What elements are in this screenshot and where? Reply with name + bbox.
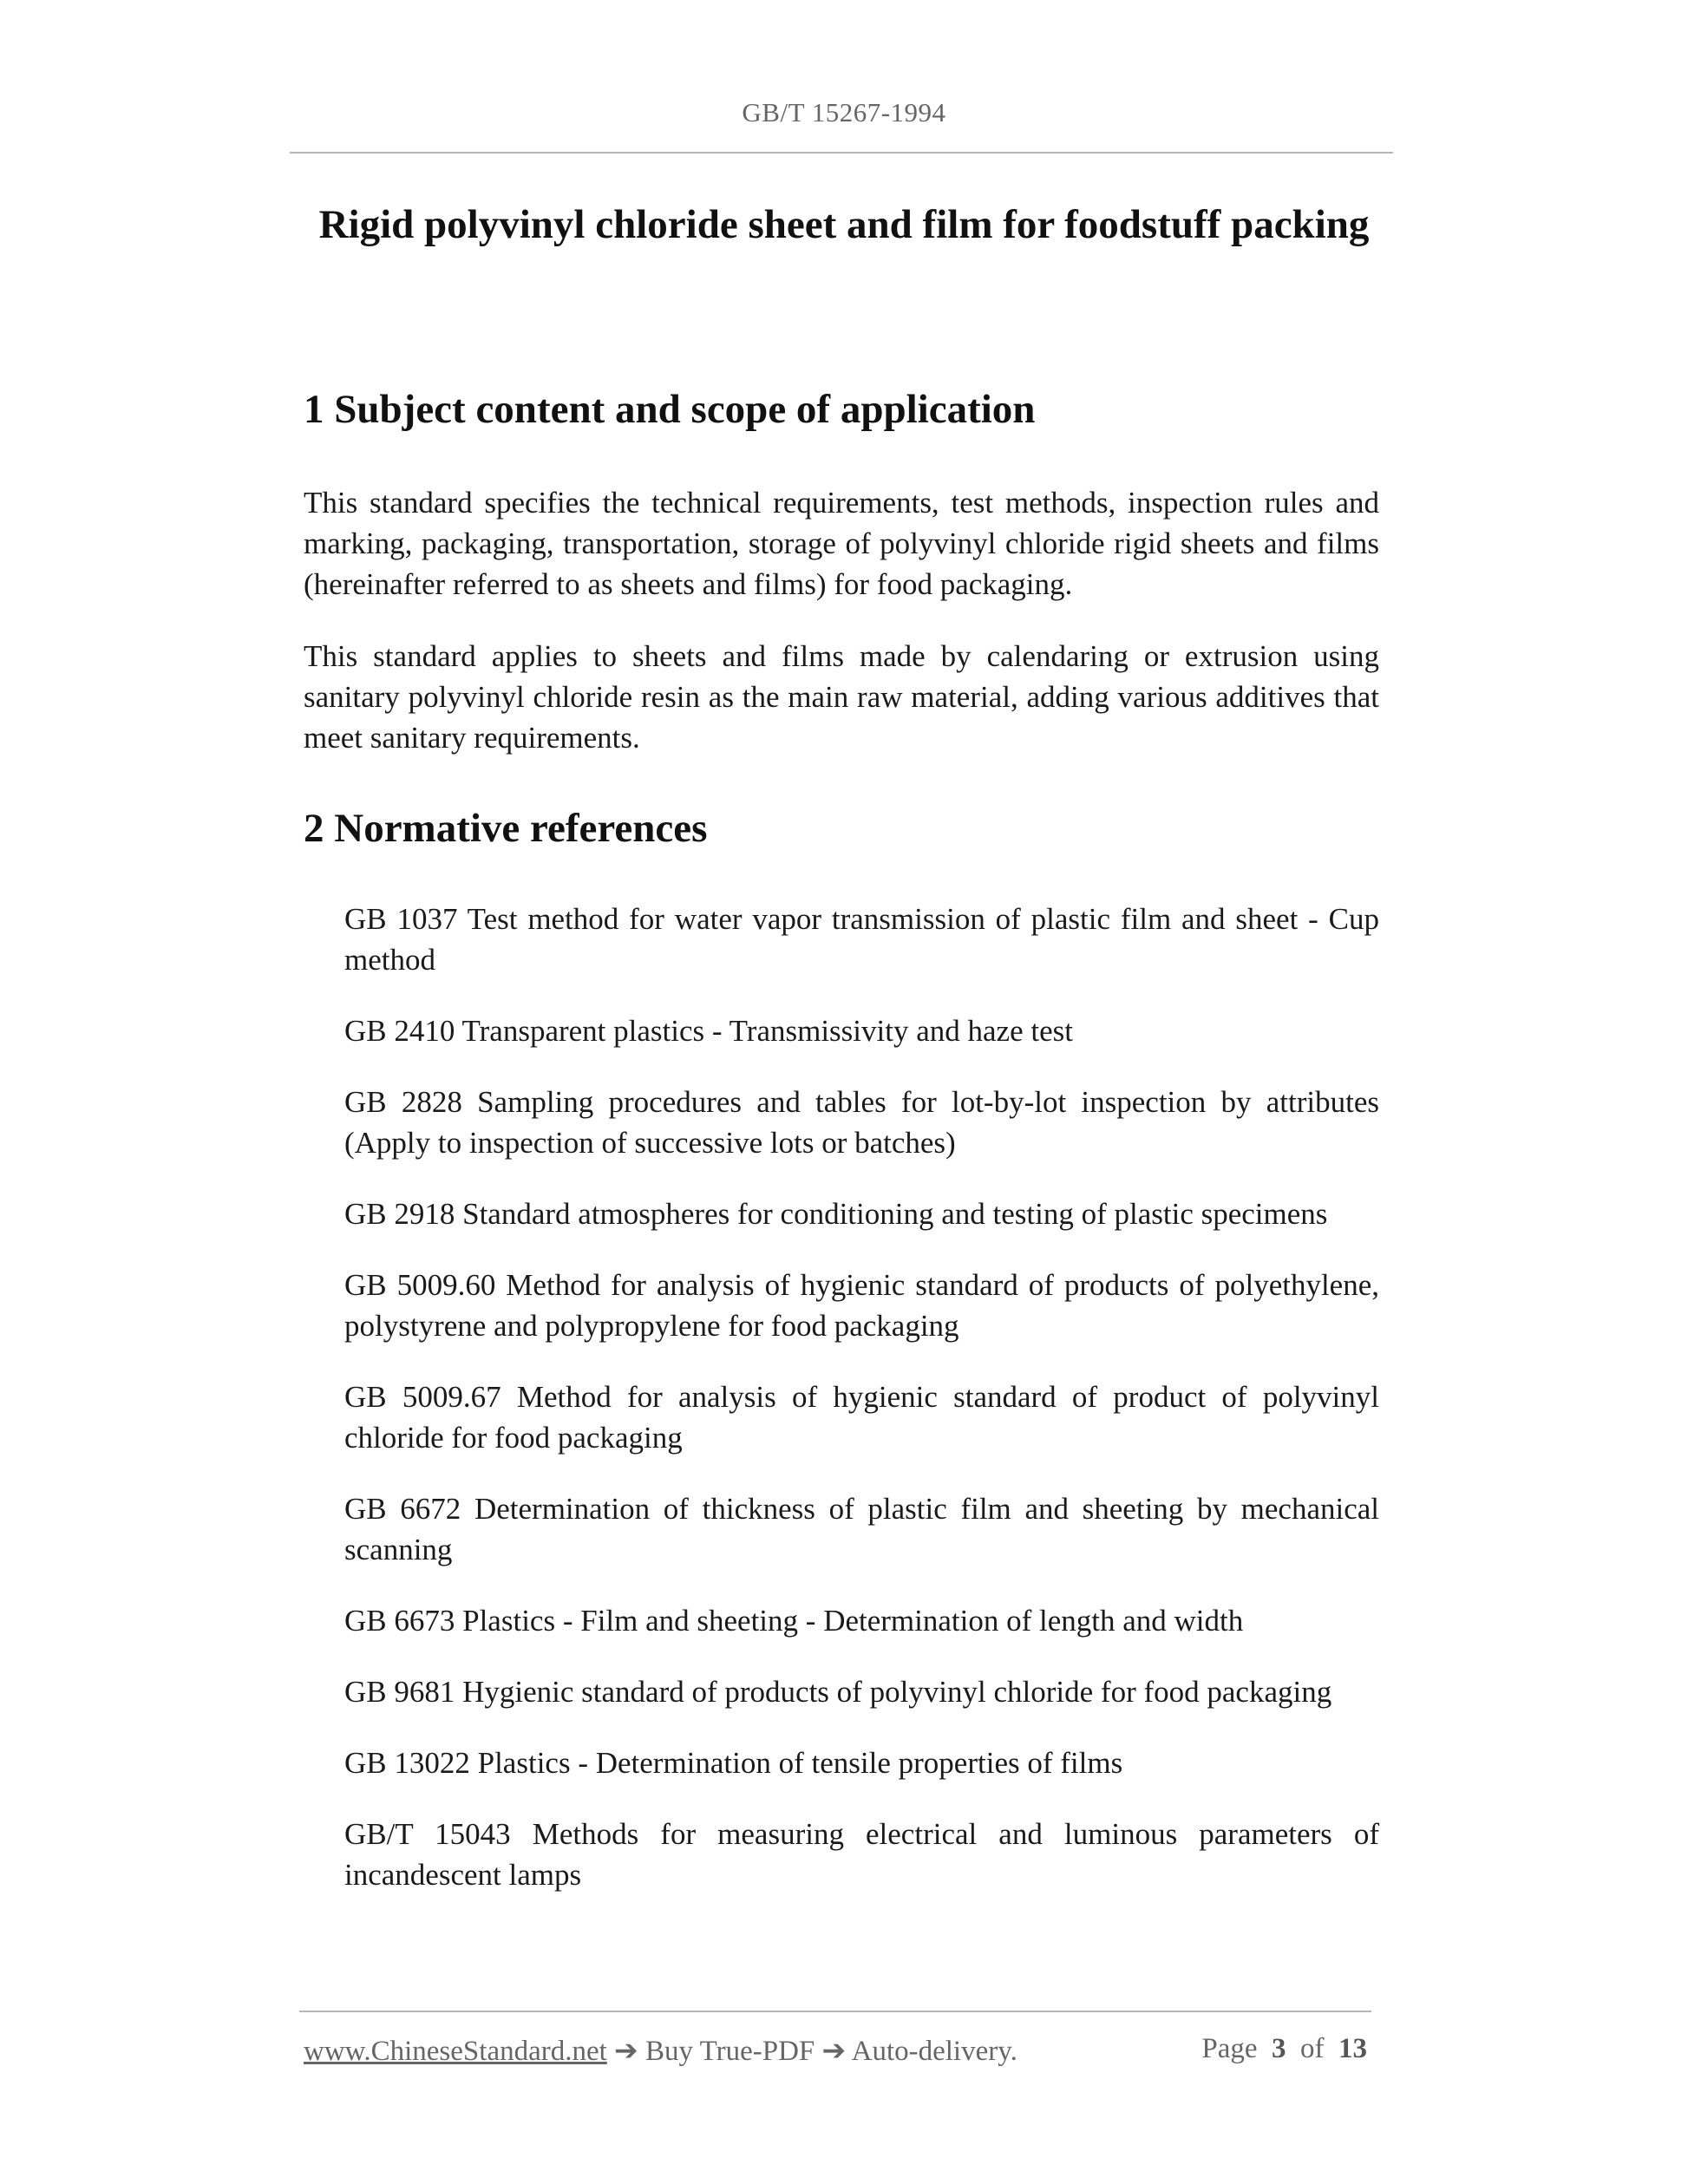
reference-item: GB 6672 Determination of thickness of plastic film and sheeting by mechanical scanning (344, 1492, 1379, 1566)
section-1-paragraph: This standard applies to sheets and films made by calendaring or extrusion using sanitary polyvinyl chloride resin as the main raw material, adding various additives that meet sanitary requirements. (304, 639, 1379, 755)
footer-promo (304, 2033, 1017, 2068)
website-link[interactable]: www.ChineseStandard.net (304, 2036, 607, 2067)
section-2-heading: 2 Normative references (304, 806, 708, 851)
reference-item: GB 6673 Plastics - Film and sheeting - Determination of length and width (344, 1604, 1244, 1638)
page-of-label: of (1300, 2033, 1325, 2064)
header-divider (290, 152, 1393, 154)
page-number (1201, 2033, 1367, 2065)
page-current: 3 (1272, 2033, 1286, 2064)
reference-item: GB 1037 Test method for water vapor transmission of plastic film and sheet - Cup method (344, 902, 1379, 977)
reference-item: GB 13022 Plastics - Determination of tensile properties of films (344, 1746, 1123, 1780)
reference-item: GB 9681 Hygienic standard of products of polyvinyl chloride for food packaging (344, 1675, 1332, 1709)
reference-item: GB 2918 Standard atmospheres for conditioning and testing of plastic specimens (344, 1197, 1328, 1231)
auto-delivery-text: Auto-delivery. (851, 2036, 1017, 2067)
document-body (304, 383, 1379, 1926)
section-1-paragraph: This standard specifies the technical requirements, test methods, inspection rules and marking, packaging, transportation, storage of polyvinyl chloride rigid sheets and films (hereinafter referred to as sheets and films) for food packaging. (304, 486, 1379, 601)
normative-references-list (304, 899, 1379, 1895)
reference-item: GB 5009.67 Method for analysis of hygienic standard of product of polyvinyl chloride for food packaging (344, 1380, 1379, 1455)
buy-pdf-text: Buy True-PDF (644, 2036, 815, 2067)
page-total: 13 (1338, 2033, 1367, 2064)
arrow-right-icon: ➔ (614, 2036, 638, 2067)
arrow-right-icon: ➔ (821, 2036, 847, 2067)
footer-divider (299, 2011, 1371, 2012)
reference-item: GB 2410 Transparent plastics - Transmissivity and haze test (344, 1014, 1073, 1048)
section-1-heading: 1 Subject content and scope of application (304, 387, 1036, 432)
page-label: Page (1201, 2033, 1258, 2064)
document-title: Rigid polyvinyl chloride sheet and film for foodstuff packing (318, 202, 1370, 247)
reference-item: GB 2828 Sampling procedures and tables for lot-by-lot inspection by attributes (Apply to inspection of successive lots or batches) (344, 1085, 1379, 1160)
reference-item: GB/T 15043 Methods for measuring electrical and luminous parameters of incandescent lamps (344, 1817, 1379, 1892)
running-header: GB/T 15267-1994 (742, 97, 946, 128)
reference-item: GB 5009.60 Method for analysis of hygienic standard of products of polyethylene, polystyrene and polypropylene for food packaging (344, 1268, 1379, 1343)
